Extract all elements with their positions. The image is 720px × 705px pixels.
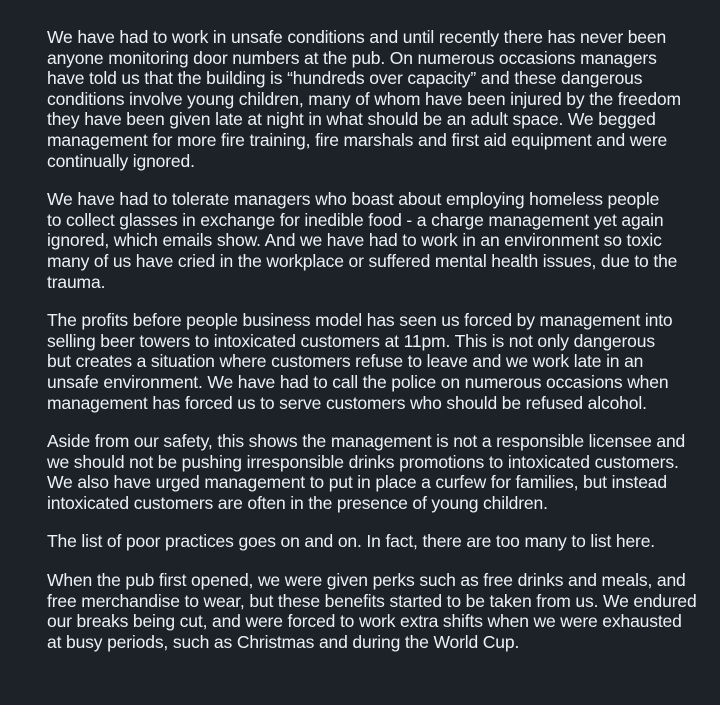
text-line: at busy periods, such as Christmas and during the World Cup. — [47, 631, 520, 652]
text-line: The list of poor practices goes on and on. In fact, there are too many to list here. — [47, 531, 656, 552]
text-line: our breaks being cut, and were forced to work extra shifts when we were exhausted — [47, 611, 682, 632]
text-line: We have had to work in unsafe conditions and until recently there has never been — [47, 27, 667, 47]
text-line: Aside from our safety, this shows the management is not a responsible licensee and — [47, 431, 686, 452]
paragraph-5 — [47, 531, 696, 552]
text-line: ignored, which emails show. And we have had to work in an environment so toxic — [47, 230, 662, 251]
text-line: continually ignored. — [47, 150, 195, 171]
text-line: we should not be pushing irresponsible drinks promotions to intoxicated customers. — [47, 451, 679, 472]
text-line: We also have urged management to put in place a curfew for families, but instead — [47, 472, 667, 493]
text-line: The profits before people business model has seen us forced by management into — [47, 310, 673, 331]
text-line: unsafe environment. We have had to call the police on numerous occasions when — [47, 371, 669, 392]
text-line: anyone monitoring door numbers at the pub. On numerous occasions managers — [47, 47, 657, 68]
paragraph-1 — [47, 27, 696, 171]
text-line: they have been given late at night in what should be an adult space. We begged — [47, 109, 656, 130]
paragraph-4 — [47, 431, 696, 513]
text-line: many of us have cried in the workplace or suffered mental health issues, due to the — [47, 250, 678, 271]
text-line: management for more fire training, fire marshals and first aid equipment and were — [47, 129, 668, 150]
text-line: intoxicated customers are often in the presence of young children. — [47, 492, 548, 513]
text-line: When the pub first opened, we were given perks such as free drinks and meals, and — [47, 570, 686, 591]
text-line: We have had to tolerate managers who boast about employing homeless people — [47, 189, 660, 210]
paragraph-6 — [47, 570, 696, 652]
text-line: but creates a situation where customers refuse to leave and we work late in an — [47, 351, 644, 372]
text-line: to collect glasses in exchange for inedible food - a charge management yet again — [47, 209, 664, 230]
text-line: free merchandise to wear, but these benefits started to be taken from us. We endured — [47, 590, 697, 611]
text-line: conditions involve young children, many of whom have been injured by the freedom — [47, 88, 681, 109]
text-line: management has forced us to serve customers who should be refused alcohol. — [47, 392, 647, 413]
text-line: have told us that the building is “hundreds over capacity” and these dangerous — [47, 68, 643, 89]
text-line: selling beer towers to intoxicated customers at 11pm. This is not only dangerous — [47, 330, 655, 351]
paragraph-2 — [47, 189, 696, 292]
paragraph-3 — [47, 310, 696, 413]
text-line: trauma. — [47, 271, 106, 292]
